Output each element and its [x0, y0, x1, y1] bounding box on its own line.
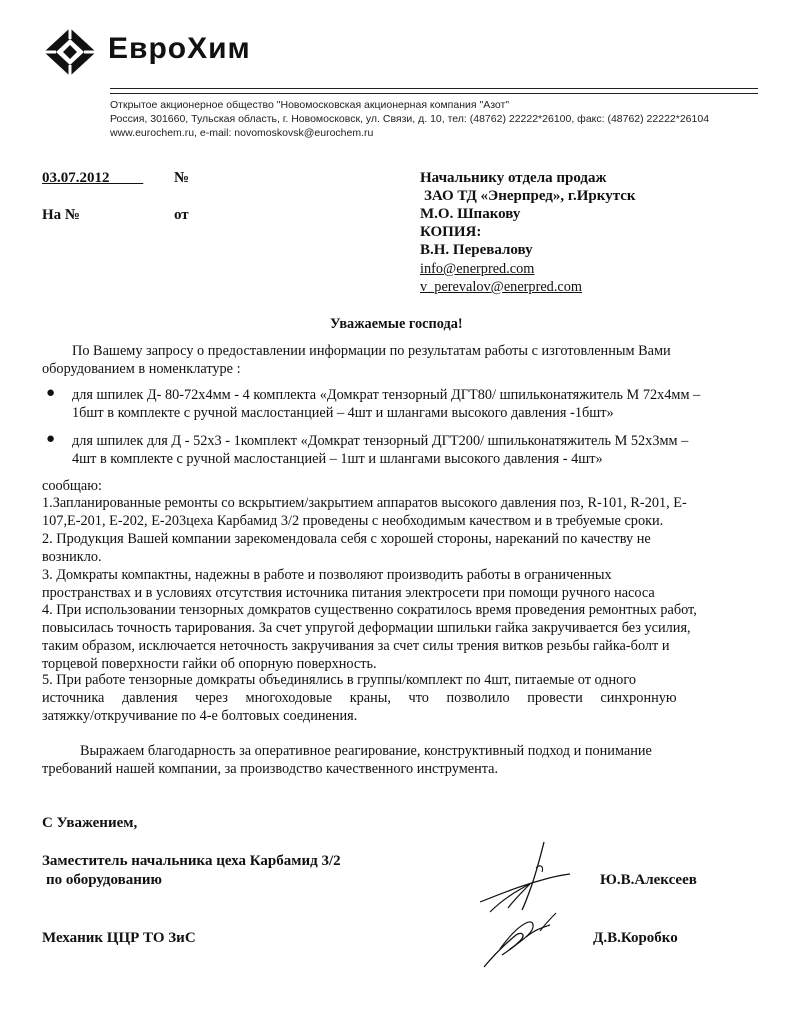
letter-date: 03.07.2012: [42, 170, 110, 186]
header-rule-bottom: [110, 93, 758, 94]
paragraph-2: 2. Продукция Вашей компании зарекомендовала себя с хорошей стороны, нареканий по качеству не возникло.: [42, 531, 651, 565]
copy-label: КОПИЯ:: [420, 224, 482, 240]
company-name: Открытое акционерное общество "Новомосковская акционерная компания "Азот": [110, 99, 510, 111]
company-address: Россия, 301660, Тульская область, г. Новомосковск, ул. Связи, д. 10, тел: (48762) 22222*26100, факс: (48762) 22222*26104: [110, 113, 710, 125]
greeting: Уважаемые господа!: [330, 316, 463, 332]
signature-2: [470, 905, 580, 975]
reference-label: На №: [42, 207, 80, 223]
paragraph-4: 4. При использовании тензорных домкратов существенно сократилось время проведения ремонтных работ, повысилась точность тарирования. За счет упругой деформации шпильки гайка закручивается без усилия, таким образом, исключается неточность закручивания за счет силы трения витков резьбы гайка-болт и торцевой поверхности гайки об опорную поверхность.: [42, 602, 697, 672]
paragraph-5: 5. При работе тензорные домкраты объединялись в группы/комплект по 4шт, питаемые от одного источника давления через многоходовые краны, что позволило провести синхронную затяжку/откручивание по 4-е болтовых соединения.: [42, 672, 677, 724]
eurochem-diamond-icon: [42, 26, 98, 78]
bullet-1-marker: ●: [46, 385, 56, 401]
reference-from-label: от: [174, 207, 189, 223]
thanks-line-1: Выражаем благодарность за оперативное реагирование, конструктивный подход и понимание: [80, 743, 652, 759]
signer-2-title: Механик ЦЦР ТО ЗиС: [42, 930, 196, 946]
copy-name: В.Н. Перевалову: [420, 242, 533, 258]
header-rule-top: [110, 88, 758, 89]
reports-label: сообщаю:: [42, 478, 102, 494]
signer-2-name: Д.В.Коробко: [593, 930, 678, 946]
logo-wordmark: ЕвроХим: [108, 32, 251, 65]
signer-1-name: Ю.В.Алексеев: [600, 872, 697, 888]
bullet-2-marker: ●: [46, 431, 56, 447]
recipient-name: М.О. Шпакову: [420, 206, 521, 222]
signer-1-title-2: по оборудованию: [46, 872, 162, 888]
intro-line-2: оборудованием в номенклатуре :: [42, 361, 241, 377]
recipient-title: Начальнику отдела продаж: [420, 170, 607, 186]
signer-1-title-1: Заместитель начальника цеха Карбамид 3/2: [42, 853, 341, 869]
recipient-company: ЗАО ТД «Энерпред», г.Иркутск: [424, 188, 636, 204]
logo: [42, 26, 292, 78]
recipient-email-2[interactable]: v_perevalov@enerpred.com: [420, 279, 583, 295]
company-web: www.eurochem.ru, e-mail: novomoskovsk@eurochem.ru: [110, 127, 374, 139]
bullet-1-line-2: 1бшт в комплекте с ручной маслостанцией – 4шт и шлангами высокого давления -1бшт»: [72, 405, 614, 421]
paragraph-1: 1.Запланированные ремонты со вскрытием/закрытием аппаратов высокого давления поз, R-101, R-201, E- 107,E-201, E-202, E-203цеха Карбамид 3/2 проведены с необходимым качеством и в требуемые сроки.: [42, 495, 687, 529]
paragraph-3: 3. Домкраты компактны, надежны в работе и позволяют производить работы в ограниченных пространствах и в условиях отсутствия источника питания электросети при помощи ручного насоса: [42, 567, 655, 601]
number-label: №: [174, 170, 190, 186]
thanks-line-2: требований нашей компании, за производство качественного инструмента.: [42, 761, 499, 777]
recipient-email-1[interactable]: info@enerpred.com: [420, 261, 535, 277]
bullet-2-line-2: 4шт в комплекте с ручной маслостанцией – 1шт и шлангами высокого давления - 4шт»: [72, 451, 603, 467]
bullet-1-line-1: для шпилек Д- 80-72х4мм - 4 комплекта «Домкрат тензорный ДГТ80/ шпильконатяжитель М 72х4мм –: [72, 387, 701, 403]
closing-regards: С Уважением,: [42, 815, 138, 831]
intro-line-1: По Вашему запросу о предоставлении информации по результатам работы с изготовленным Вами: [72, 343, 671, 359]
bullet-2-line-1: для шпилек для Д - 52х3 - 1комплект «Домкрат тензорный ДГТ200/ шпильконатяжитель М 52х3мм –: [72, 433, 689, 449]
company-info: [110, 98, 770, 140]
